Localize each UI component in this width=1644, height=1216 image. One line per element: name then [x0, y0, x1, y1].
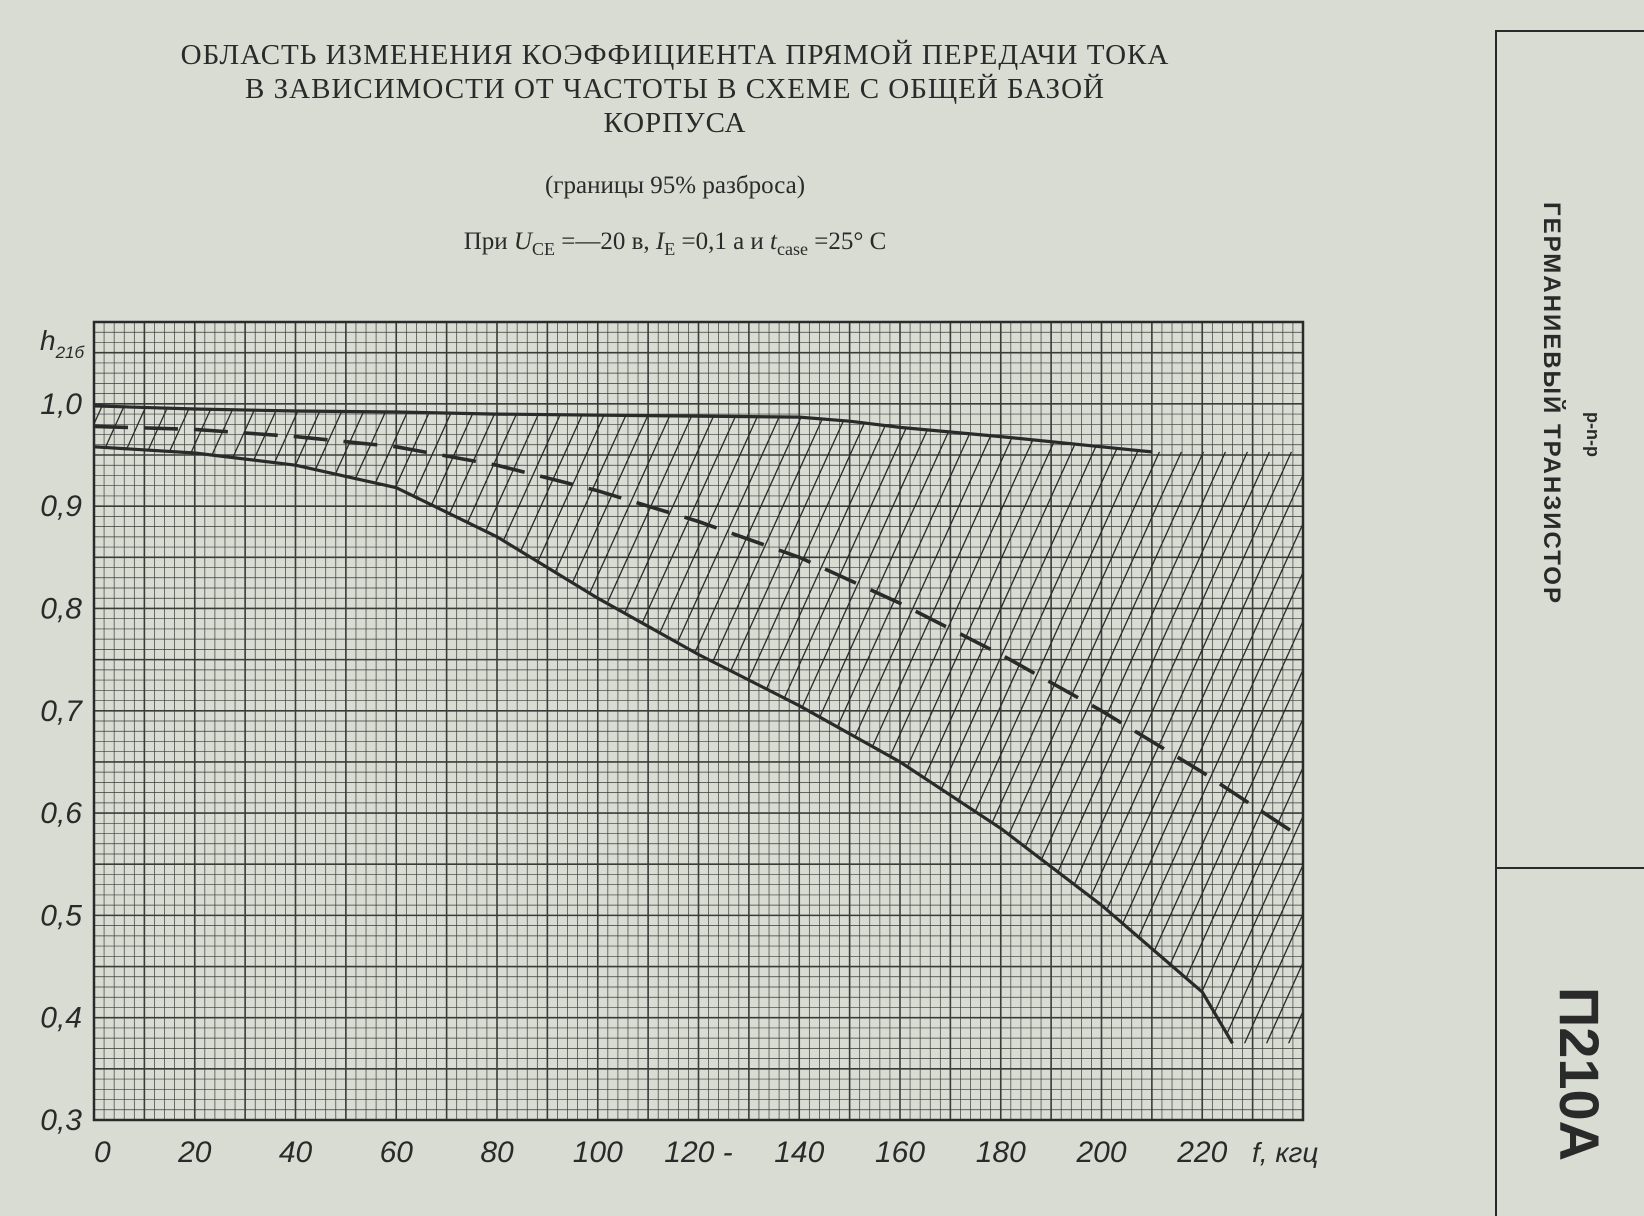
hatch-line [1474, 322, 1644, 1120]
y-tick-labels [40, 388, 83, 1137]
hatch-line [1342, 322, 1644, 1120]
cond-t-symbol: t [770, 228, 777, 255]
part-number: П210А [1548, 987, 1611, 1162]
cond-prefix: При [463, 228, 514, 255]
cond-uce-value: =—20 в, [554, 228, 656, 255]
x-tick-label: 0 [94, 1136, 111, 1169]
x-tick-label: 160 [874, 1136, 926, 1169]
y-tick-label: 0,6 [40, 797, 82, 831]
title-line-1: ОБЛАСТЬ ИЗМЕНЕНИЯ КОЭФФИЦИЕНТА ПРЯМОЙ ПЕРЕДАЧИ ТОКА [180, 39, 1170, 71]
y-tick-label: 0,7 [40, 694, 82, 728]
title-line-3: КОРПУСА [603, 107, 747, 139]
cond-ie-value: =0,1 а и [675, 228, 771, 255]
device-structure: p-n-p [1583, 412, 1603, 457]
hatch-line [1430, 322, 1644, 1120]
x-tick-label: 180 [975, 1136, 1026, 1169]
x-tick-label: 20 [178, 1136, 212, 1169]
x-tick-label: 200 [1076, 1136, 1127, 1169]
x-tick-label: 140 [774, 1136, 825, 1169]
x-axis-label: f, кгц [1252, 1137, 1319, 1168]
hatch-line [1320, 322, 1644, 1120]
x-tick-label: 100 [572, 1136, 623, 1169]
y-tick-label: 0,8 [40, 592, 82, 626]
hatch-line [1276, 322, 1636, 1120]
y-tick-label: 0,4 [40, 1001, 82, 1035]
y-tick-label: 1,0 [40, 387, 82, 421]
y-tick-label: 0,5 [40, 899, 82, 933]
hatch-line [1254, 322, 1614, 1120]
y-tick-label: 0,3 [40, 1104, 82, 1137]
hatch-line [0, 322, 30, 1120]
hatch-line [1364, 322, 1644, 1120]
x-tick-label: 80 [480, 1136, 514, 1169]
x-tick-label: 60 [379, 1136, 413, 1169]
device-type: ГЕРМАНИЕВЫЙ ТРАНЗИСТОР [1538, 202, 1565, 605]
x-tick-label: 40 [278, 1136, 313, 1169]
y-axis-label: $h_{21б}$ [40, 325, 85, 362]
hatch-line [1408, 322, 1644, 1120]
chart-subtitle: (границы 95% разброса) [544, 172, 806, 199]
x-tick-label: 120 - [664, 1136, 733, 1169]
series-line-3 [94, 447, 1233, 1044]
hatch-line [0, 322, 8, 1120]
cond-uce-symbol: U [513, 228, 532, 255]
x-tick-label: 220 [1177, 1136, 1228, 1169]
title-line-2: В ЗАВИСИМОСТИ ОТ ЧАСТОТЫ В СХЕМЕ С ОБЩЕЙ БАЗОЙ [245, 73, 1105, 105]
hatch-line [1386, 322, 1644, 1120]
x-tick-labels [94, 1136, 1228, 1169]
y-tick-label: 0,9 [40, 490, 82, 524]
cond-ie-symbol: I [655, 228, 665, 255]
hatch-line [1452, 322, 1644, 1120]
cond-t-value: =25° C [807, 228, 887, 255]
cond-t-sub: case [777, 239, 808, 259]
cond-uce-sub: CE [531, 239, 555, 259]
cond-ie-sub: E [664, 239, 676, 259]
hatch-line [1298, 322, 1644, 1120]
